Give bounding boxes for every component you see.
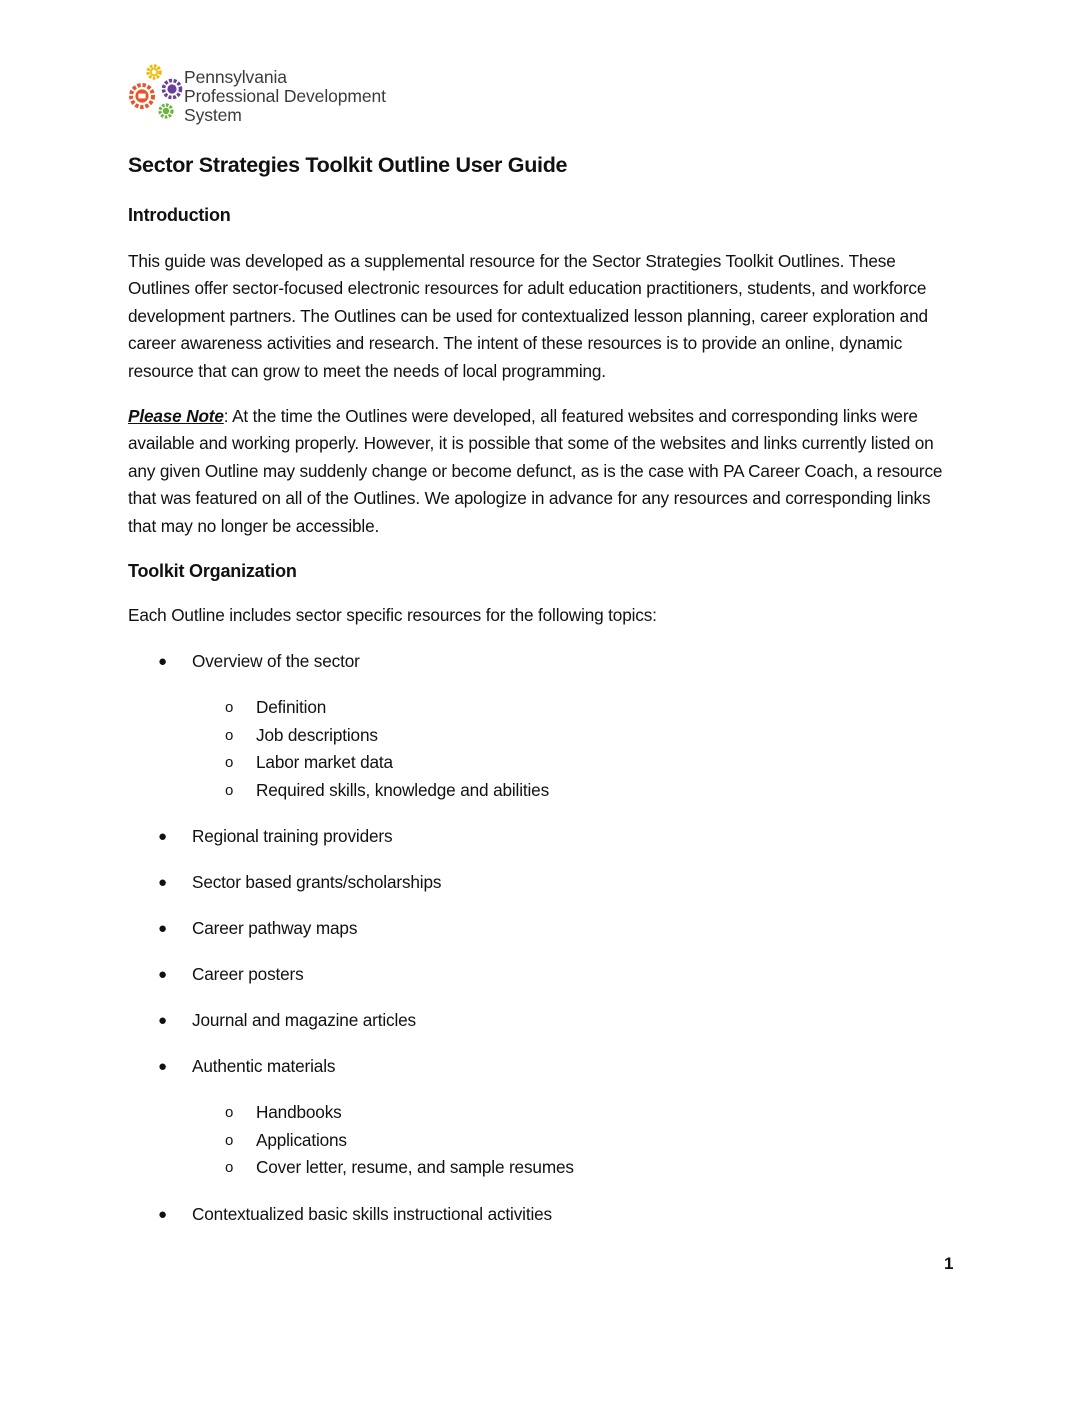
bullet-icon: ● [158,828,167,846]
gears-logo-icon [126,62,188,124]
list-item [128,915,958,942]
list-item [128,823,958,850]
topics-list [128,648,958,1228]
logo-line-2: Professional Development [184,86,386,106]
circle-bullet-icon: o [225,726,234,744]
circle-bullet-icon: o [225,699,234,717]
introduction-paragraph: This guide was developed as a supplemental resource for the Sector Strategies Toolkit Outlines. These Outlines offer sector-focused electronic resources for adult education practitioners, students, and workforce development partners. The Outlines can be used for contextualized lesson planning, career exploration and career awareness activities and research. The intent of these resources is to provide an online, dynamic resource that can grow to meet the needs of local programming. [128,251,928,381]
circle-bullet-icon: o [225,754,234,772]
list-item-label: Authentic materials [192,1056,336,1077]
page-number: 1 [944,1254,954,1273]
sub-list-item: o Handbooks [128,1099,958,1127]
document-body [128,150,958,1228]
list-item-label: Overview of the sector [192,651,360,672]
list-item-label: Regional training providers [192,826,393,847]
sub-list-item: o Required skills, knowledge and abilities [128,777,958,805]
list-item [128,648,958,804]
list-item-label: Career pathway maps [192,918,358,939]
toolkit-organization-intro: Each Outline includes sector specific resources for the following topics: [128,605,657,626]
please-note-text: : At the time the Outlines were developed, all featured websites and corresponding links were available and working properly. However, it is possible that some of the websites and links currently listed on any given Outline may suddenly change or become defunct, as is the case with PA Career Coach, a resource that was featured on all of the Outlines. We apologize in advance for any resources and corresponding links that may no longer be accessible. [128,406,943,536]
list-item [128,1201,958,1228]
sub-list-item: o Job descriptions [128,722,958,750]
logo-line-1: Pennsylvania [184,67,287,87]
bullet-icon: ● [158,653,167,671]
bullet-icon: ● [158,1012,167,1030]
bullet-icon: ● [158,874,167,892]
list-item-label: Career posters [192,964,304,985]
bullet-icon: ● [158,966,167,984]
circle-bullet-icon: o [225,781,234,799]
sub-list-item: o Labor market data [128,749,958,777]
circle-bullet-icon: o [225,1131,234,1149]
list-item [128,1053,958,1182]
list-item [128,1007,958,1034]
bullet-icon: ● [158,920,167,938]
pa-pds-logo [126,62,406,130]
list-item [128,869,958,896]
document-title: Sector Strategies Toolkit Outline User Guide [128,153,568,177]
sub-list-item: o Definition [128,694,958,722]
toolkit-organization-heading: Toolkit Organization [128,561,297,582]
list-item-label: Sector based grants/scholarships [192,872,442,893]
logo-wordmark [184,68,386,125]
circle-bullet-icon: o [225,1159,234,1177]
list-item [128,961,958,988]
circle-bullet-icon: o [225,1104,234,1122]
logo-line-3: System [184,105,242,125]
bullet-icon: ● [158,1058,167,1076]
please-note-label: Please Note [128,406,224,427]
bullet-icon: ● [158,1205,167,1223]
please-note-paragraph [128,403,958,540]
sub-list [128,694,958,804]
sub-list-item: o Applications [128,1127,958,1155]
sub-list-item: o Cover letter, resume, and sample resumes [128,1154,958,1182]
introduction-heading: Introduction [128,205,231,225]
sub-list [128,1099,958,1182]
list-item-label: Journal and magazine articles [192,1010,416,1031]
list-item-label: Contextualized basic skills instructional activities [192,1203,552,1224]
